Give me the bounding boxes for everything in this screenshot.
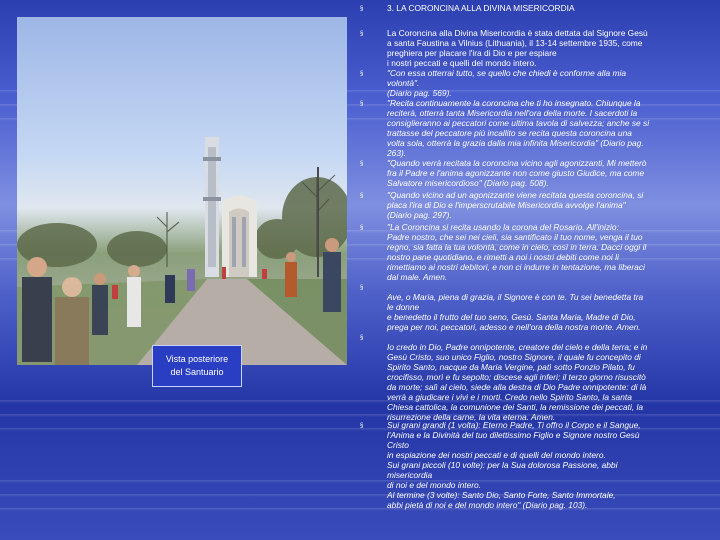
bullet-text: Io credo in Dio, Padre onnipotente, creatore del cielo e della terra; e in Gesù Cristo, suo unico Figlio, nostro Signore, il quale fu concepito di Spirito Santo, nacque da Maria Vergine, patì sotto Ponzio Pilato, fu crocifisso, morì e fu sepolto; discese agli inferi; il terzo giorno risuscitò da morte; salì al cielo, siede alla destra di Dio Padre onnipotente: di là verrà a giudicare i vivi e i morti. Credo nello Spirito Santo, la santa Chiesa cattolica, la comunione dei Santi, la remissione dei peccati, la risurrezione della carne, la vita eterna. Amen. [387, 342, 648, 422]
bullet-icon: § [360, 31, 364, 37]
bullet-icon: § [360, 101, 364, 107]
bullet-icon: § [360, 6, 364, 12]
bullet-text: "Quando verrà recitata la coroncina vicino agli agonizzanti, Mi metterò fra il Padre e l'anima agonizzante non come giusto Giudice, ma come Salvatore misericordioso" (Diario pag. 508). [387, 158, 647, 188]
bullet-icon: § [360, 285, 364, 291]
caption-line-2: del Santuario [170, 367, 224, 377]
caption-line-1: Vista posteriore [165, 354, 229, 364]
bullet-text: Sui grani grandi (1 volta): Eterno Padre, Ti offro il Corpo e il Sangue, l'Anima e la Divinità del tuo dilettissimo Figlio e Signore nostro Gesù Cristo in espiazione dei nostri peccati e di quelli del mondo intero. Sui grani piccoli (10 volte): per la Sua dolorosa Passione, abbi misericordia di noi e del mondo intero. Al termine (3 volte): Santo Dio, Santo Forte, Santo Immortale, abbi pietà di noi e del mondo intero" (Diario pag. 103). [387, 420, 641, 510]
bullet-icon: § [360, 423, 364, 429]
bullet-icon: § [360, 193, 364, 199]
sanctuary-illustration [17, 17, 347, 365]
bullet-icon: § [360, 71, 364, 77]
bullet-text: "Quando vicino ad un agonizzante viene recitata questa coroncina, si placa l'ira di Dio e l'imperscrutabile Misericordia avvolge l'anima" (Diario pag. 297). [387, 190, 644, 220]
photo-caption [152, 345, 242, 387]
bullet-text: "Recita continuamente la coroncina che ti ho insegnato. Chiunque la reciterà, otterrà tanta Misericordia nell'ora della morte. I sacerdoti la consiglieranno ai peccatori come ultima tavola di salvezza; anche se si trattasse del peccatore più incallito se recita questa coroncina una volta sola, otterrà la grazia dalla mia infinita Misericordia" (Diario pag. 263). [387, 98, 650, 158]
bullet-text: "Con essa otterrai tutto, se quello che chiedi è conforme alla mia volontà". (Diario pag. 569). [387, 68, 626, 98]
sanctuary-photo [17, 17, 347, 365]
bullet-text: La Coroncina alla Divina Misericordia è stata dettata dal Signore Gesù a santa Faustina a Vilnius (Lithuania), il 13-14 settembre 1935, come preghiera per placare l'ira di Dio e per espiare i nostri peccati e quelli del mondo intero. [387, 28, 648, 68]
bullet-text: Ave, o Maria, piena di grazia, il Signore è con te. Tu sei benedetta tra le donne e benedetto il frutto del tuo seno, Gesù. Santa Maria, Madre di Dio, prega per noi, peccatori, adesso e nell'ora della nostra morte. Amen. [387, 292, 644, 332]
bullet-icon: § [360, 161, 364, 167]
bullet-text: 3. LA CORONCINA ALLA DIVINA MISERICORDIA [387, 3, 575, 13]
bullet-text: "La Coroncina si recita usando la corona del Rosario. All'inizio: Padre nostro, che sei nei cieli, sia santificato il tuo nome, venga il tuo regno, sia fatta la tua volontà, come in cielo, così in terra. Dacci oggi il nostro pane quotidiano, e rimetti a noi i nostri debiti come noi li rimettiamo ai nostri debitori, e non ci indurre in tentazione, ma liberaci dal male. Amen. [387, 222, 647, 282]
bullet-icon: § [360, 335, 364, 341]
bullet-icon: § [360, 225, 364, 231]
